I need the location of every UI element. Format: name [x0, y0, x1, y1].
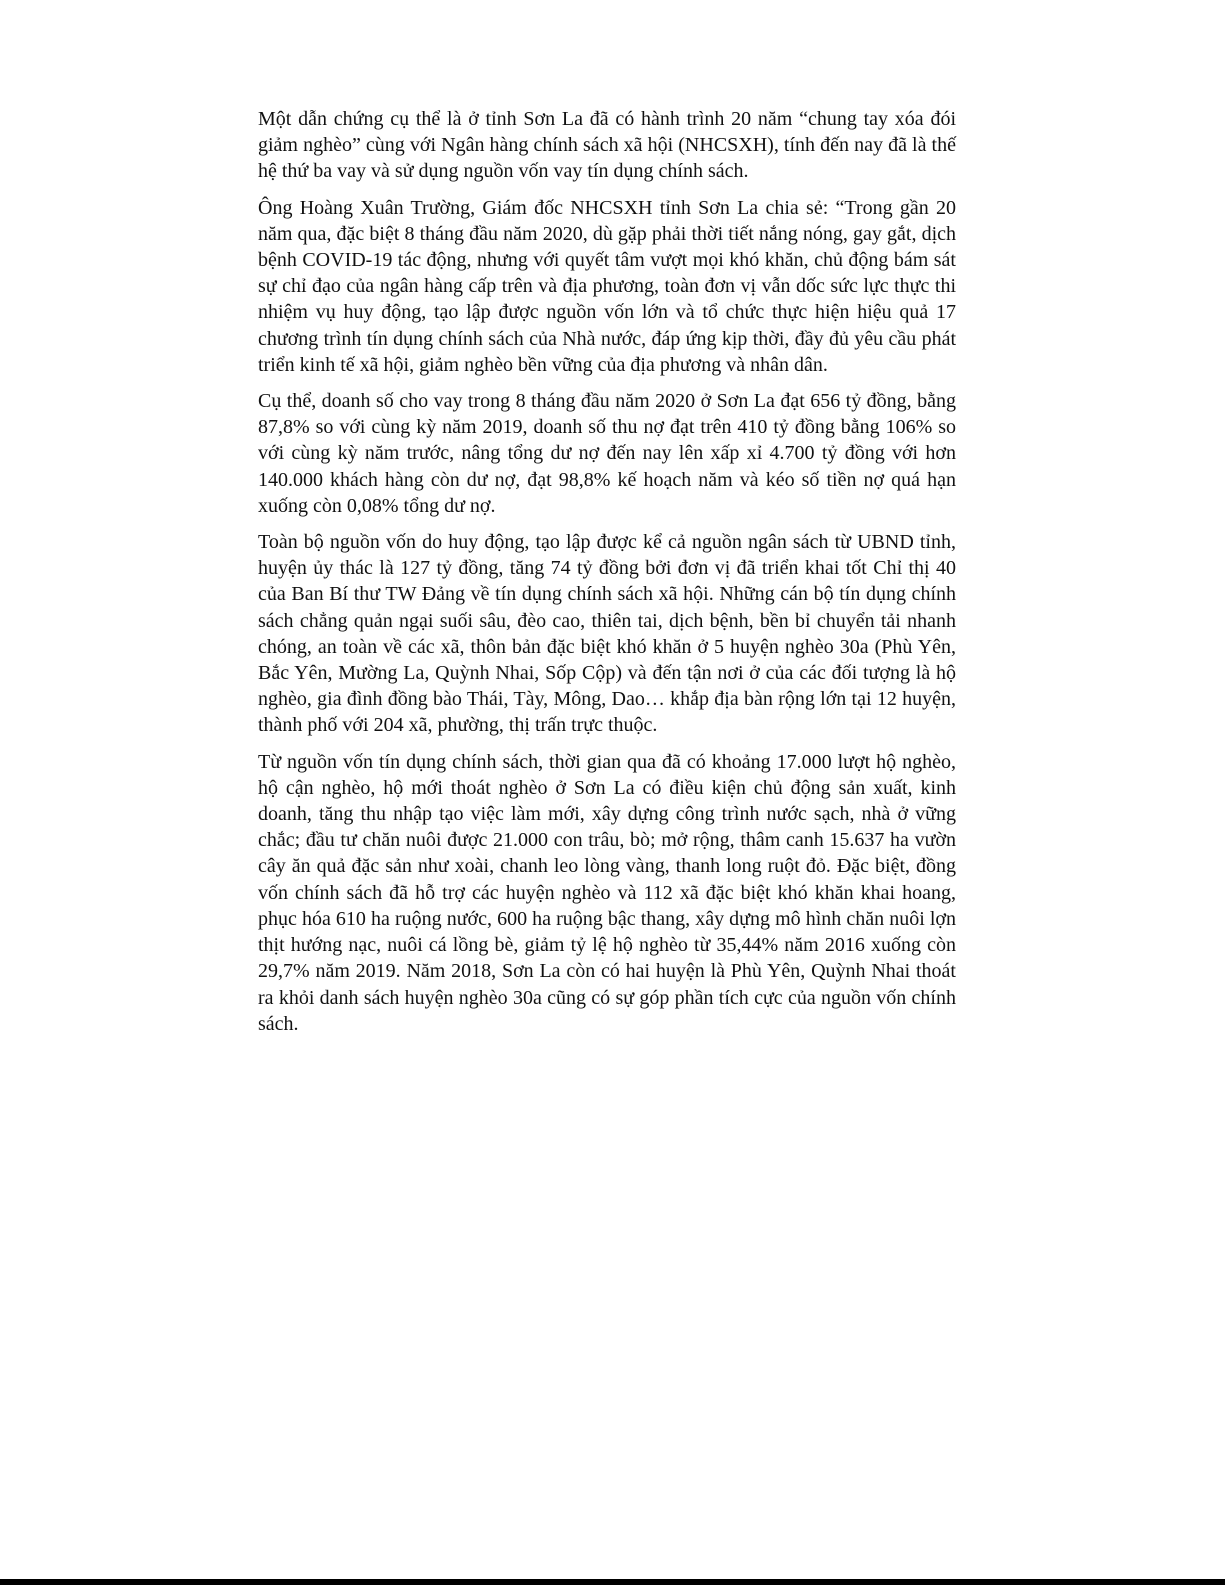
paragraph-4: Toàn bộ nguồn vốn do huy động, tạo lập được kể cả nguồn ngân sách từ UBND tỉnh, huyện ủy thác là 127 tỷ đồng, tăng 74 tỷ đồng bởi đơn vị đã triển khai tốt Chỉ thị 40 của Ban Bí thư TW Đảng về tín dụng chính sách xã hội. Những cán bộ tín dụng chính sách chẳng quản ngại suối sâu, đèo cao, thiên tai, dịch bệnh, bền bỉ chuyển tải nhanh chóng, an toàn về các xã, thôn bản đặc biệt khó khăn ở 5 huyện nghèo 30a (Phù Yên, Bắc Yên, Mường La, Quỳnh Nhai, Sốp Cộp) và đến tận nơi ở của các đối tượng là hộ nghèo, gia đình đồng bào Thái, Tày, Mông, Dao… khắp địa bàn rộng lớn tại 12 huyện, thành phố với 204 xã, phường, thị trấn trực thuộc.	[258, 531, 956, 737]
document-body	[258, 106, 956, 1047]
paragraph-1: Một dẫn chứng cụ thể là ở tỉnh Sơn La đã có hành trình 20 năm “chung tay xóa đói giảm nghèo” cùng với Ngân hàng chính sách xã hội (NHCSXH), tính đến nay đã là thế hệ thứ ba vay và sử dụng nguồn vốn vay tín dụng chính sách.	[258, 108, 956, 183]
paragraph-3: Cụ thể, doanh số cho vay trong 8 tháng đầu năm 2020 ở Sơn La đạt 656 tỷ đồng, bằng 87,8% so với cùng kỳ năm 2019, doanh số thu nợ đạt trên 410 tỷ đồng bằng 106% so với cùng kỳ năm trước, nâng tổng dư nợ đến nay lên xấp xỉ 4.700 tỷ đồng với hơn 140.000 khách hàng còn dư nợ, đạt 98,8% kế hoạch năm và kéo số tiền nợ quá hạn xuống còn 0,08% tổng dư nợ.	[258, 390, 956, 517]
paragraph-2: Ông Hoàng Xuân Trường, Giám đốc NHCSXH tỉnh Sơn La chia sẻ: “Trong gần 20 năm qua, đặc biệt 8 tháng đầu năm 2020, dù gặp phải thời tiết nắng nóng, gay gắt, dịch bệnh COVID-19 tác động, nhưng với quyết tâm vượt mọi khó khăn, chủ động bám sát sự chỉ đạo của ngân hàng cấp trên và địa phương, toàn đơn vị vẫn dốc sức lực thực thi nhiệm vụ huy động, tạo lập được nguồn vốn lớn và tổ chức thực hiện hiệu quả 17 chương trình tín dụng chính sách của Nhà nước, đáp ứng kịp thời, đầy đủ yêu cầu phát triển kinh tế xã hội, giảm nghèo bền vững của địa phương và nhân dân.	[258, 196, 956, 376]
bottom-border	[0, 1579, 1225, 1585]
paragraph-5: Từ nguồn vốn tín dụng chính sách, thời gian qua đã có khoảng 17.000 lượt hộ nghèo, hộ cận nghèo, hộ mới thoát nghèo ở Sơn La có điều kiện chủ động sản xuất, kinh doanh, tăng thu nhập tạo việc làm mới, xây dựng công trình nước sạch, nhà ở vững chắc; đầu tư chăn nuôi được 21.000 con trâu, bò; mở rộng, thâm canh 15.637 ha vườn cây ăn quả đặc sản như xoài, chanh leo lòng vàng, thanh long ruột đỏ. Đặc biệt, đồng vốn chính sách đã hỗ trợ các huyện nghèo và 112 xã đặc biệt khó khăn khai hoang, phục hóa 610 ha ruộng nước, 600 ha ruộng bậc thang, xây dựng mô hình chăn nuôi lợn thịt hướng nạc, nuôi cá lồng bè, giảm tỷ lệ hộ nghèo từ 35,44% năm 2016 xuống còn 29,7% năm 2019. Năm 2018, Sơn La còn có hai huyện là Phù Yên, Quỳnh Nhai thoát ra khỏi danh sách huyện nghèo 30a cũng có sự góp phần tích cực của nguồn vốn chính sách.	[258, 750, 956, 1035]
